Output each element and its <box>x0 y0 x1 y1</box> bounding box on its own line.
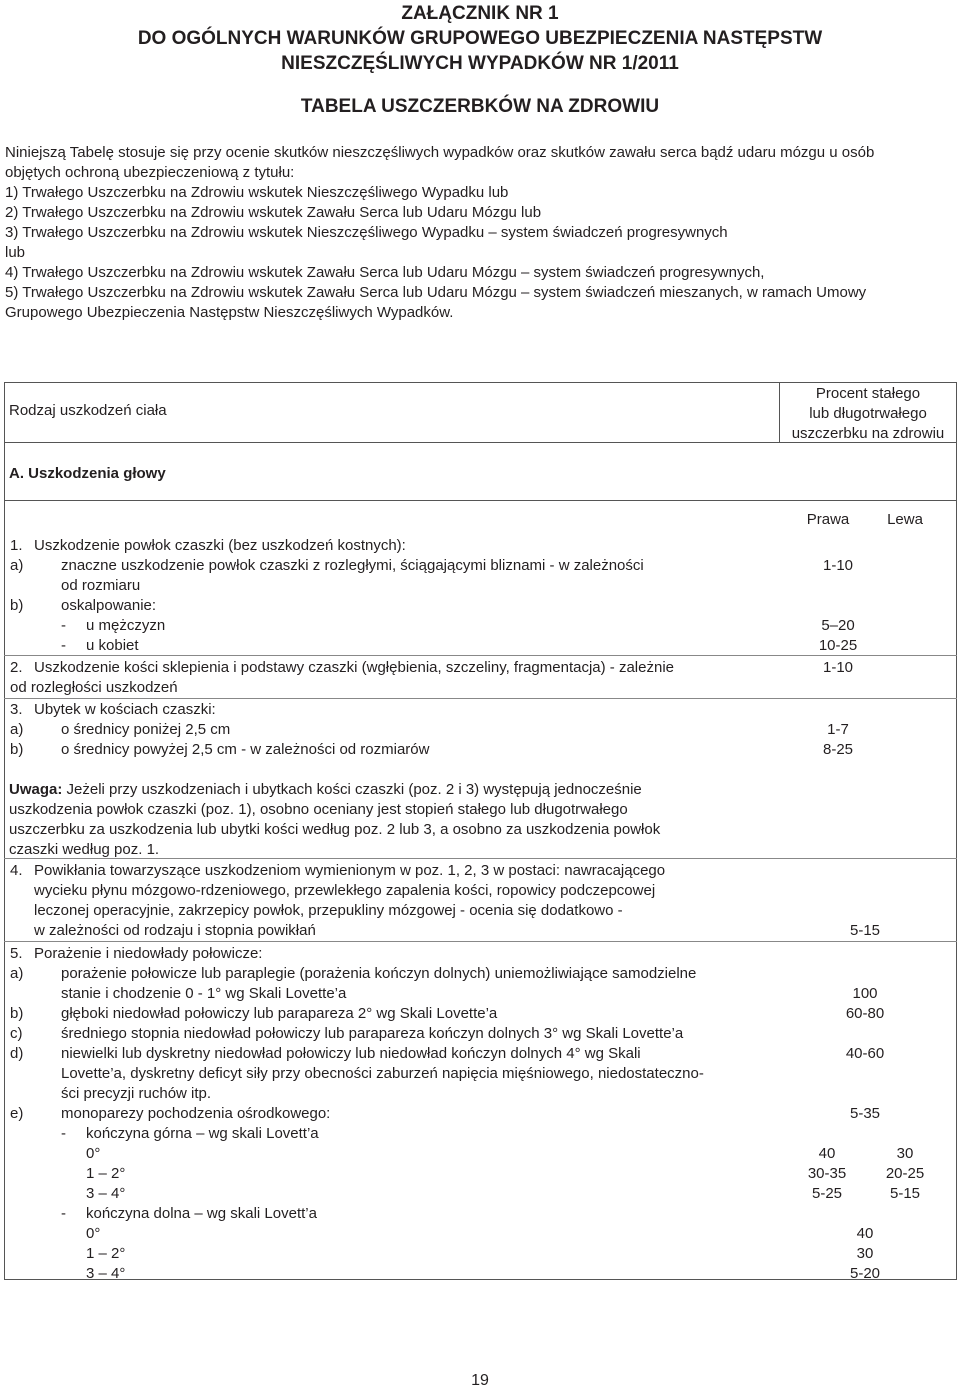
item-text: stanie i chodzenie 0 - 1° wg Skali Lovette’a <box>61 985 347 1002</box>
item-text: Uszkodzenie powłok czaszki (bez uszkodzeń kostnych): <box>34 537 406 554</box>
degree-label: 0° <box>86 1145 101 1162</box>
degree-label: 1 – 2° <box>86 1245 126 1262</box>
note-line: Jeżeli przy uszkodzeniach i ubytkach kości czaszki (poz. 2 i 3) występują jednocześnie <box>62 781 642 798</box>
item-value: 1-7 <box>827 721 849 738</box>
item-text: Lovette’a, dyskretny deficyt siły przy obecności zaburzeń napięcia mięśniowego, niedostateczno- <box>61 1065 704 1082</box>
value-right: 5-25 <box>811 1185 843 1202</box>
value-right: 30-35 <box>807 1165 847 1182</box>
degree-label: 3 – 4° <box>86 1265 126 1282</box>
column-header-percent: Procent stałego <box>815 385 921 402</box>
item-value: 1-10 <box>822 557 854 574</box>
intro-line: 4) Trwałego Uszczerbku na Zdrowiu wskutek Zawału Serca lub Udaru Mózgu – system świadczeń progresywnych, <box>5 264 765 281</box>
item-value: 5-35 <box>849 1105 881 1122</box>
item-text: u kobiet <box>86 637 139 654</box>
annex-subtitle-1: DO OGÓLNYCH WARUNKÓW GRUPOWEGO UBEZPIECZENIA NASTĘPSTW <box>137 28 823 49</box>
bullet: - <box>61 637 66 654</box>
table-divider <box>4 500 957 501</box>
item-letter: b) <box>10 741 24 758</box>
item-letter: e) <box>10 1105 24 1122</box>
item-value: 10-25 <box>818 637 858 654</box>
intro-line: 3) Trwałego Uszczerbku na Zdrowiu wskutek Nieszczęśliwego Wypadku – system świadczeń progresywnych <box>5 224 728 241</box>
degree-label: 0° <box>86 1225 101 1242</box>
row-divider <box>4 941 957 942</box>
column-header-injury-type: Rodzaj uszkodzeń ciała <box>9 402 167 419</box>
note-label: Uwaga: <box>9 781 63 798</box>
item-text: średniego stopnia niedowład połowiczy lub parapareza kończyn dolnych 3° wg Skali Lovette’a <box>61 1025 684 1042</box>
item-letter: a) <box>10 557 24 574</box>
degree-label: 1 – 2° <box>86 1165 126 1182</box>
item-text: Porażenie i niedowłady połowicze: <box>34 945 263 962</box>
left-side-label: Lewa <box>887 511 923 528</box>
intro-line: 1) Trwałego Uszczerbku na Zdrowiu wskutek Nieszczęśliwego Wypadku lub <box>5 184 509 201</box>
intro-line: lub <box>5 244 26 261</box>
table-title: TABELA USZCZERBKÓW NA ZDROWIU <box>300 96 660 117</box>
item-value: 5–20 <box>821 617 855 634</box>
item-letter: b) <box>10 597 24 614</box>
value-right: 40 <box>818 1145 836 1162</box>
intro-line: Grupowego Ubezpieczenia Następstw Nieszczęśliwych Wypadków. <box>5 304 454 321</box>
item-number: 4. <box>10 862 23 879</box>
row-divider <box>4 655 957 656</box>
intro-line: 2) Trwałego Uszczerbku na Zdrowiu wskutek Zawału Serca lub Udaru Mózgu lub <box>5 204 542 221</box>
item-text: znaczne uszkodzenie powłok czaszki z rozległymi, ściągającymi bliznami - w zależności <box>61 557 644 574</box>
table-divider <box>4 442 957 443</box>
annex-subtitle-2: NIESZCZĘŚLIWYCH WYPADKÓW NR 1/2011 <box>281 53 679 74</box>
item-value: 1-10 <box>822 659 854 676</box>
intro-line: objętych ochroną ubezpieczeniową z tytułu: <box>5 164 295 181</box>
item-letter: b) <box>10 1005 24 1022</box>
item-letter: d) <box>10 1045 24 1062</box>
item-text: kończyna dolna – wg skali Lovett’a <box>86 1205 317 1222</box>
item-text: Ubytek w kościach czaszki: <box>34 701 216 718</box>
item-text: monoparezy pochodzenia ośrodkowego: <box>61 1105 331 1122</box>
item-number: 5. <box>10 945 23 962</box>
item-value: 40 <box>856 1225 874 1242</box>
item-text: porażenie połowicze lub paraplegie (porażenia kończyn dolnych) uniemożliwiające samodzielne <box>61 965 697 982</box>
item-text: od rozmiaru <box>61 577 141 594</box>
item-value: 5-20 <box>849 1265 881 1282</box>
item-text: oskalpowanie: <box>61 597 157 614</box>
item-letter: a) <box>10 965 24 982</box>
bullet: - <box>61 1205 66 1222</box>
item-number: 1. <box>10 537 23 554</box>
item-text: Uszkodzenie kości sklepienia i podstawy czaszki (wgłębienia, szczeliny, fragmentacja) - zależnie <box>34 659 674 676</box>
right-side-label: Prawa <box>806 511 850 528</box>
degree-label: 3 – 4° <box>86 1185 126 1202</box>
bullet: - <box>61 617 66 634</box>
item-value: 30 <box>856 1245 874 1262</box>
item-number: 2. <box>10 659 23 676</box>
item-text: w zależności od rodzaju i stopnia powikłań <box>34 922 316 939</box>
value-left: 5-15 <box>889 1185 921 1202</box>
column-header-percent: uszczerbku na zdrowiu <box>791 425 945 442</box>
note-line: uszczerbku za uszkodzenia lub ubytki kości według poz. 2 lub 3, a osobno za uszkodzenia powłok <box>9 821 661 838</box>
intro-line: Niniejszą Tabelę stosuje się przy ocenie skutków nieszczęśliwych wypadków oraz skutków zawału serca bądź udaru mózgu u osób <box>5 144 875 161</box>
item-value: 60-80 <box>845 1005 885 1022</box>
item-text: kończyna górna – wg skali Lovett’a <box>86 1125 319 1142</box>
item-text: ści precyzji ruchów itp. <box>61 1085 212 1102</box>
item-text: u mężczyzn <box>86 617 166 634</box>
item-number: 3. <box>10 701 23 718</box>
note-line: uszkodzenia powłok czaszki (poz. 1), osobno oceniany jest stopień stałego lub długotrwałego <box>9 801 628 818</box>
item-value: 8-25 <box>822 741 854 758</box>
row-divider <box>4 858 957 859</box>
item-text: głęboki niedowład połowiczy lub parapareza 2° wg Skali Lovette’a <box>61 1005 498 1022</box>
intro-line: 5) Trwałego Uszczerbku na Zdrowiu wskutek Zawału Serca lub Udaru Mózgu – system świadczeń mieszanych, w ramach Umowy <box>5 284 867 301</box>
item-text: o średnicy powyżej 2,5 cm - w zależności od rozmiarów <box>61 741 430 758</box>
item-text: leczonej operacyjnie, zakrzepicy powłok, przepukliny mózgowej - ocenia się dodatkowo - <box>34 902 623 919</box>
item-text: wycieku płynu mózgowo-rdzeniowego, przewlekłego zapalenia kości, ropowicy podczepcowej <box>34 882 656 899</box>
item-value: 100 <box>852 985 878 1002</box>
note-line: czaszki według poz. 1. <box>9 841 160 858</box>
item-value: 5-15 <box>849 922 881 939</box>
item-text: od rozległości uszkodzeń <box>10 679 178 696</box>
column-header-percent: lub długotrwałego <box>809 405 927 422</box>
item-text: Powikłania towarzyszące uszkodzeniom wymienionym w poz. 1, 2, 3 w postaci: nawracającego <box>34 862 666 879</box>
value-left: 30 <box>896 1145 914 1162</box>
row-divider <box>4 698 957 699</box>
bullet: - <box>61 1125 66 1142</box>
item-value: 40-60 <box>845 1045 885 1062</box>
value-left: 20-25 <box>885 1165 925 1182</box>
item-text: o średnicy poniżej 2,5 cm <box>61 721 231 738</box>
item-letter: c) <box>10 1025 23 1042</box>
annex-title: ZAŁĄCZNIK NR 1 <box>401 3 559 24</box>
page-number: 19 <box>471 1372 489 1389</box>
item-letter: a) <box>10 721 24 738</box>
item-text: niewielki lub dyskretny niedowład połowiczy lub niedowład kończyn dolnych 4° wg Skali <box>61 1045 641 1062</box>
section-heading-head-injuries: A. Uszkodzenia głowy <box>9 465 166 482</box>
